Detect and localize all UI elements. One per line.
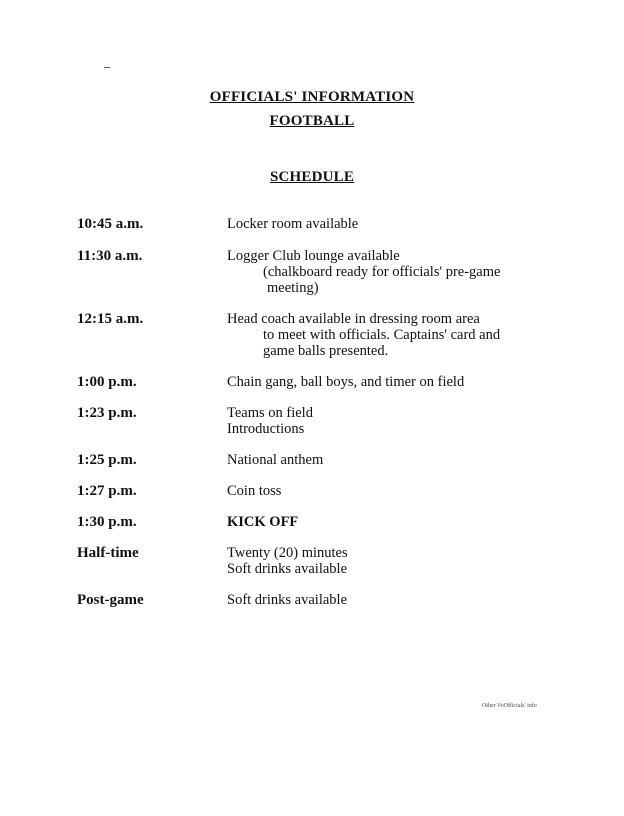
- footer-note: Other VoOfficials' info: [482, 703, 537, 709]
- schedule-time: 10:45 a.m.: [77, 216, 144, 232]
- scan-speck: [104, 67, 110, 68]
- schedule-time: Half-time: [77, 545, 139, 561]
- description-line: Logger Club lounge available: [227, 248, 400, 264]
- schedule-description: [227, 545, 557, 577]
- description-line: Head coach available in dressing room area: [227, 311, 480, 327]
- description-line: meeting): [267, 280, 319, 296]
- schedule-description: [227, 311, 557, 359]
- description-line: Twenty (20) minutes: [227, 545, 348, 561]
- description-line: game balls presented.: [263, 343, 389, 359]
- description-line: KICK OFF: [227, 514, 299, 530]
- schedule-description: [227, 452, 557, 468]
- schedule-time: 1:25 p.m.: [77, 452, 137, 468]
- description-line: to meet with officials. Captains' card and: [263, 327, 501, 343]
- description-line: Chain gang, ball boys, and timer on field: [227, 374, 465, 390]
- description-line: National anthem: [227, 452, 324, 468]
- document-title: OFFICIALS' INFORMATION: [209, 89, 415, 105]
- schedule-description: [227, 216, 557, 232]
- schedule-time: 1:00 p.m.: [77, 374, 137, 390]
- schedule-description: [227, 374, 557, 390]
- section-heading: SCHEDULE: [269, 169, 355, 185]
- description-line: Soft drinks available: [227, 561, 348, 577]
- schedule-description: [227, 405, 557, 437]
- schedule-time: 1:27 p.m.: [77, 483, 137, 499]
- schedule-description: [227, 483, 557, 499]
- document-subtitle: FOOTBALL: [269, 113, 355, 129]
- description-line: Introductions: [227, 421, 305, 437]
- description-line: Teams on field: [227, 405, 313, 421]
- schedule-time: 12:15 a.m.: [77, 311, 144, 327]
- description-line: Locker room available: [227, 216, 359, 232]
- schedule-description: [227, 592, 557, 608]
- description-line: Soft drinks available: [227, 592, 348, 608]
- description-line: Coin toss: [227, 483, 282, 499]
- schedule-time: 1:23 p.m.: [77, 405, 137, 421]
- schedule-time: 1:30 p.m.: [77, 514, 137, 530]
- schedule-description: [227, 248, 557, 296]
- description-line: (chalkboard ready for officials' pre-game: [263, 264, 501, 280]
- schedule-description: [227, 514, 557, 530]
- schedule-time: Post-game: [77, 592, 144, 608]
- schedule-time: 11:30 a.m.: [77, 248, 143, 264]
